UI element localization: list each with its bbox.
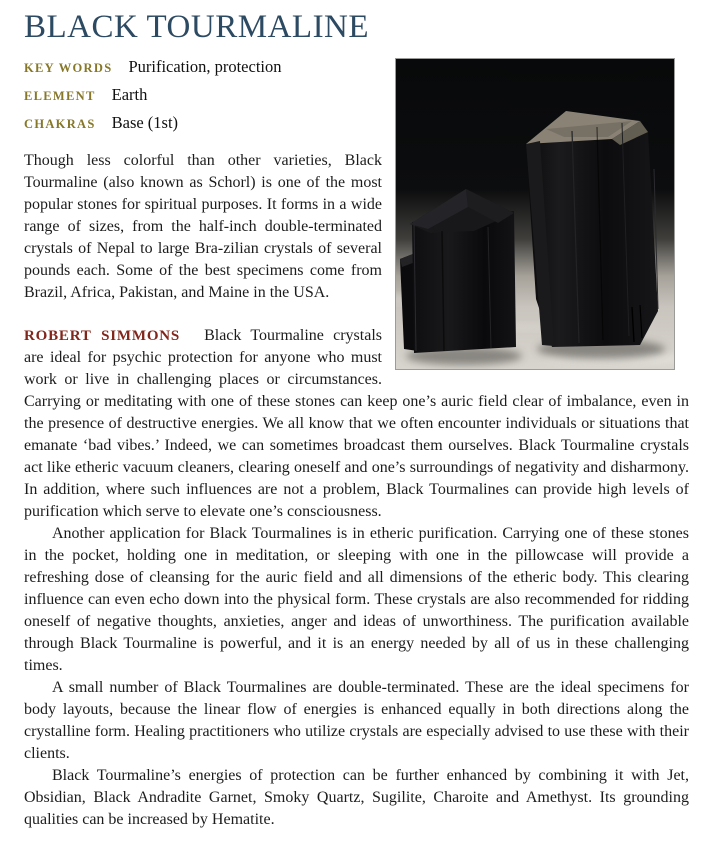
paragraph-double-terminated: A small number of Black Tourmalines are double-terminated. These are the ideal specimens for body layouts, because the linear flow of energies is enhanced equally in both directions along the crystalline form. Healing practitioners who utilize crystals are especially advised to use these with their clients. <box>24 679 689 762</box>
author-name-label: ROBERT SIMMONS <box>24 328 181 344</box>
crystal-photo-illustration <box>396 59 674 369</box>
page-title: BLACK TOURMALINE <box>24 9 370 45</box>
robert-simmons-text: Black Tourmaline crystals are ideal for psychic protection for anyone who must work or live in challenging places or circumstances. Carrying or meditating with one of these stones can keep one’s auric field clear of imbalance, even in the presence of destructive energies. We all know that we often encounter individuals or situations that emanate ‘bad vibes.’ Indeed, we can sometimes broadcast them ourselves. Black Tourmaline crystals act like etheric vacuum cleaners, clearing oneself and one’s surroundings of negativity and disharmony. In addition, where such influences are not a problem, Black Tourmalines can provide high levels of purification which serve to elevate one’s consciousness. <box>24 327 689 520</box>
key-words-value: Purification, protection <box>128 57 282 76</box>
chakras-label: CHAKRAS <box>24 117 96 131</box>
black-tourmaline-photo <box>395 58 675 370</box>
intro-paragraph: Though less colorful than other varieties, Black Tourmaline (also known as Schorl) is one of the most popular stones for spiritual purposes. It forms in a wide range of sizes, from the half-inch double-terminated crystals of Nepal to large Bra-zilian crystals of several pounds each. Some of the best specimens come from Brazil, Africa, Pakistan, and Maine in the USA. <box>24 152 382 301</box>
element-value: Earth <box>111 85 148 104</box>
paragraph-etheric-purification: Another application for Black Tourmalines is in etheric purification. Carrying one of these stones in the pocket, holding one in meditation, or sleeping with one in the pillowcase will provide a refreshing dose of cleansing for the auric field and all dimensions of the etheric body. This clearing influence can even echo down into the physical form. These crystals are also recommended for ridding oneself of negative thoughts, anxieties, anger and ideas of unworthiness. The purification available through Black Tourmaline is powerful, and it is an energy needed by all of us in these challenging times. <box>24 525 689 674</box>
element-label: ELEMENT <box>24 89 96 103</box>
chakras-value: Base (1st) <box>111 113 179 132</box>
paragraph-combinations: Black Tourmaline’s energies of protection can be further enhanced by combining it with Jet, Obsidian, Black Andradite Garnet, Smoky Quartz, Sugilite, Charoite and Amethyst. Its grounding qualities can be increased by Hematite. <box>24 767 689 828</box>
key-words-label: KEY WORDS <box>24 61 113 75</box>
